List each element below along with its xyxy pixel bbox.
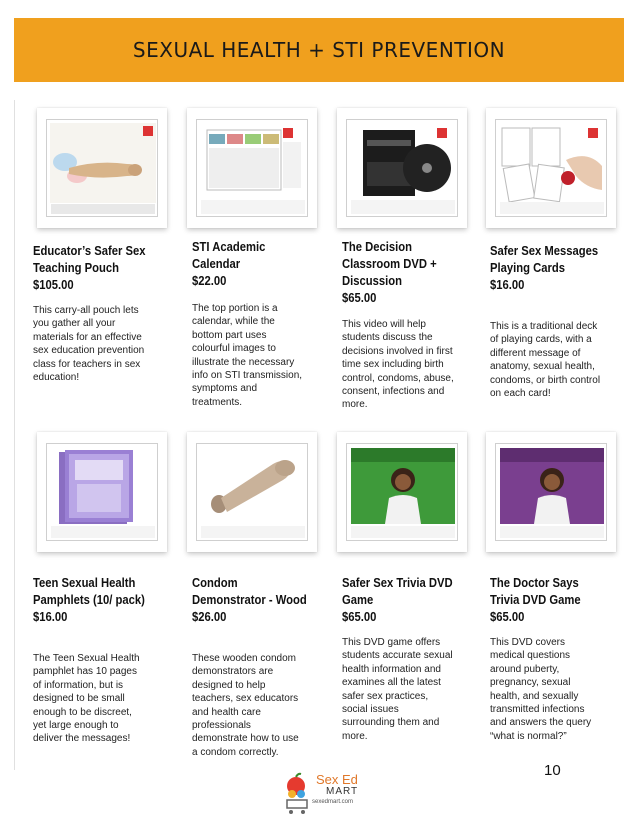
product-title: [342, 575, 461, 626]
product-image-card[interactable]: [37, 108, 167, 228]
product-price: $105.00: [33, 278, 74, 292]
wood-demonstrator-illustration: [197, 444, 308, 541]
product-title: [192, 239, 311, 290]
product-price: $16.00: [33, 610, 68, 624]
left-divider-bottom: [14, 430, 15, 770]
left-divider-top: [14, 100, 15, 440]
pamphlet-illustration: [47, 444, 158, 541]
pouch-illustration: [47, 120, 158, 217]
sex-ed-mart-logo[interactable]: [282, 772, 372, 818]
logo-line2: MART: [326, 786, 359, 797]
product-image-card[interactable]: [187, 108, 317, 228]
product-title: [192, 575, 311, 626]
product-title: [33, 243, 152, 294]
pouch-image: [46, 119, 158, 217]
logo-line1: Sex Ed: [316, 772, 358, 787]
product-name: The Decision Classroom DVD + Discussion: [342, 240, 437, 288]
product-name: Condom Demonstrator - Wood: [192, 576, 307, 607]
product-title: [490, 575, 609, 626]
header-banner: [14, 18, 624, 82]
product-description: These wooden condom demonstrators are designed to help teachers, sex educators and health care professionals demonstrate how to use a condom correctly.: [192, 653, 299, 758]
product-title: [33, 575, 152, 626]
doctor-dvd-image: [495, 443, 607, 541]
calendar-image: [196, 119, 308, 217]
apple-cart-icon: [282, 772, 312, 816]
product-price: $65.00: [490, 610, 525, 624]
product-name: STI Academic Calendar: [192, 240, 266, 271]
product-description: The top portion is a calendar, while the bottom part uses colourful images to illustrate the necessary info on STI transmission, symptoms and treatments.: [192, 303, 303, 408]
product-image-card[interactable]: [486, 432, 616, 552]
product-name: Teen Sexual Health Pamphlets (10/ pack): [33, 576, 145, 607]
product-title: [342, 239, 461, 307]
trivia-dvd-illustration: [347, 444, 458, 541]
page-number: 10: [544, 762, 561, 779]
calendar-illustration: [197, 120, 308, 217]
product-name: Safer Sex Messages Playing Cards: [490, 244, 599, 275]
product-name: Safer Sex Trivia DVD Game: [342, 576, 453, 607]
product-image-card[interactable]: [486, 108, 616, 228]
dvd-image: [346, 119, 458, 217]
product-image-card[interactable]: [337, 432, 467, 552]
product-name: The Doctor Says Trivia DVD Game: [490, 576, 581, 607]
product-price: $26.00: [192, 610, 227, 624]
product-description: This DVD covers medical questions around puberty, pregnancy, sexual health, and sexually transmitted infections and answers the query “what is normal?”: [490, 637, 592, 742]
wood-demonstrator-image: [196, 443, 308, 541]
product-image-card[interactable]: [187, 432, 317, 552]
trivia-dvd-image: [346, 443, 458, 541]
product-image-card[interactable]: [37, 432, 167, 552]
logo-url: sexedmart.com: [312, 799, 354, 805]
product-name: Educator’s Safer Sex Teaching Pouch: [33, 244, 146, 275]
pamphlet-image: [46, 443, 158, 541]
product-description: The Teen Sexual Health pamphlet has 10 pages of information, but is designed to be small enough to be discreet, yet large enough to deliver the messages!: [33, 653, 140, 745]
product-price: $22.00: [192, 274, 227, 288]
dvd-illustration: [347, 120, 458, 217]
product-image-card[interactable]: [337, 108, 467, 228]
product-description: This video will help students discuss the decisions involved in first time sex including birth control, condoms, abuse, consent, infections and more.: [342, 319, 454, 411]
page-title: SEXUAL HEALTH + STI PREVENTION: [132, 38, 506, 62]
product-description: This is a traditional deck of playing cards, with a different message of anatomy, sexual health, condoms, or birth control on each card!: [490, 321, 601, 400]
product-description: This carry-all pouch lets you gather all your materials for an effective sex education prevention class for teachers in sex education!: [33, 305, 145, 384]
cards-illustration: [496, 120, 607, 217]
product-title: [490, 243, 609, 294]
product-description: This DVD game offers students accurate sexual health information and examines all the latest safer sex practices, social issues surrounding them and more.: [342, 637, 453, 742]
product-price: $65.00: [342, 610, 377, 624]
product-price: $65.00: [342, 291, 377, 305]
product-price: $16.00: [490, 278, 525, 292]
doctor-dvd-illustration: [496, 444, 607, 541]
cards-image: [495, 119, 607, 217]
